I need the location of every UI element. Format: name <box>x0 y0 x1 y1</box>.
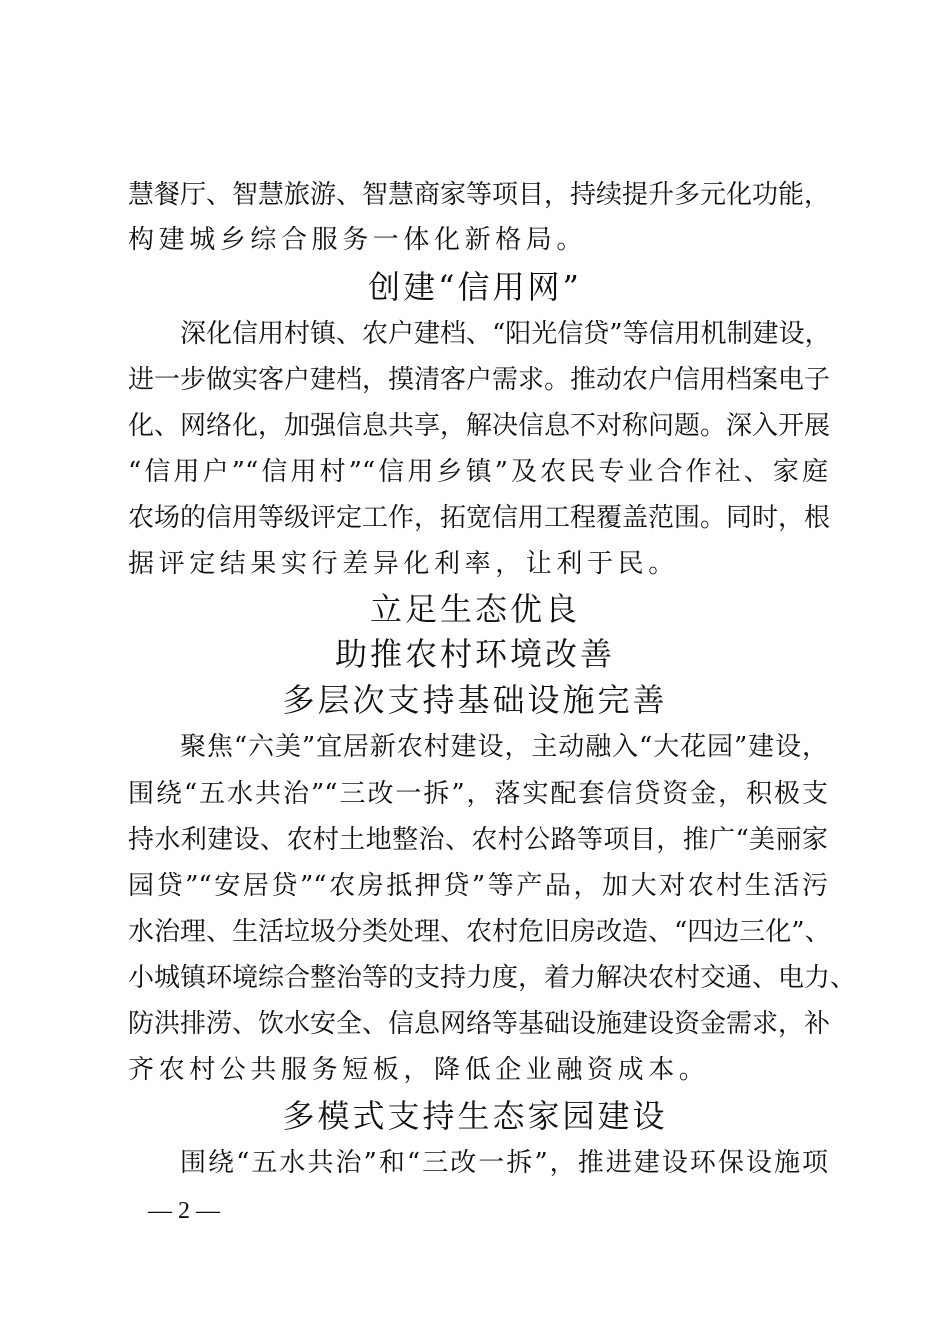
body-line: 构建城乡综合服务一体化新格局。 <box>128 225 588 255</box>
body-line: 据评定结果实行差异化利率，让利于民。 <box>128 549 679 579</box>
body-line: 深化信用村镇、农户建档、“阳光信贷”等信用机制建设， <box>180 319 831 349</box>
body-line: 慧餐厅、智慧旅游、智慧商家等项目，持续提升多元化功能， <box>128 180 831 210</box>
section-heading: 立足生态优良 <box>369 590 580 628</box>
body-line: 齐农村公共服务短板，降低企业融资成本。 <box>128 1055 710 1085</box>
page-number: — 2 — <box>148 1198 220 1224</box>
body-line: 化、网络化，加强信息共享，解决信息不对称问题。深入开展 <box>128 411 831 441</box>
body-line: 进一步做实客户建档，摸清客户需求。推动农户信用档案电子 <box>128 365 831 395</box>
section-heading: 多层次支持基础设施完善 <box>282 681 668 719</box>
body-line: 持水利建设、农村土地整治、农村公路等项目，推广“美丽家 <box>128 825 828 855</box>
body-line: 聚焦“六美”宜居新农村建设，主动融入“大花园”建设， <box>180 732 828 762</box>
body-line: 围绕“五水共治”和“三改一拆”，推进建设环保设施项 <box>180 1148 828 1178</box>
section-heading: 助推农村环境改善 <box>334 635 615 673</box>
body-line: “信用户”“信用村”“信用乡镇”及农民专业合作社、家庭 <box>128 457 828 487</box>
section-heading: 创建“信用网” <box>368 268 582 306</box>
body-line: 小城镇环境综合整治等的支持力度，着力解决农村交通、电力、 <box>128 963 857 993</box>
body-line: 农场的信用等级评定工作，拓宽信用工程覆盖范围。同时，根 <box>128 503 831 533</box>
section-heading: 多模式支持生态家园建设 <box>282 1097 668 1135</box>
body-line: 围绕“五水共治”“三改一拆”，落实配套信贷资金，积极支 <box>128 779 828 809</box>
body-line: 水治理、生活垃圾分类处理、农村危旧房改造、“四边三化”、 <box>128 917 831 947</box>
body-line: 园贷”“安居贷”“农房抵押贷”等产品，加大对农村生活污 <box>128 871 828 901</box>
body-line: 防洪排涝、饮水安全、信息网络等基础设施建设资金需求，补 <box>128 1009 831 1039</box>
